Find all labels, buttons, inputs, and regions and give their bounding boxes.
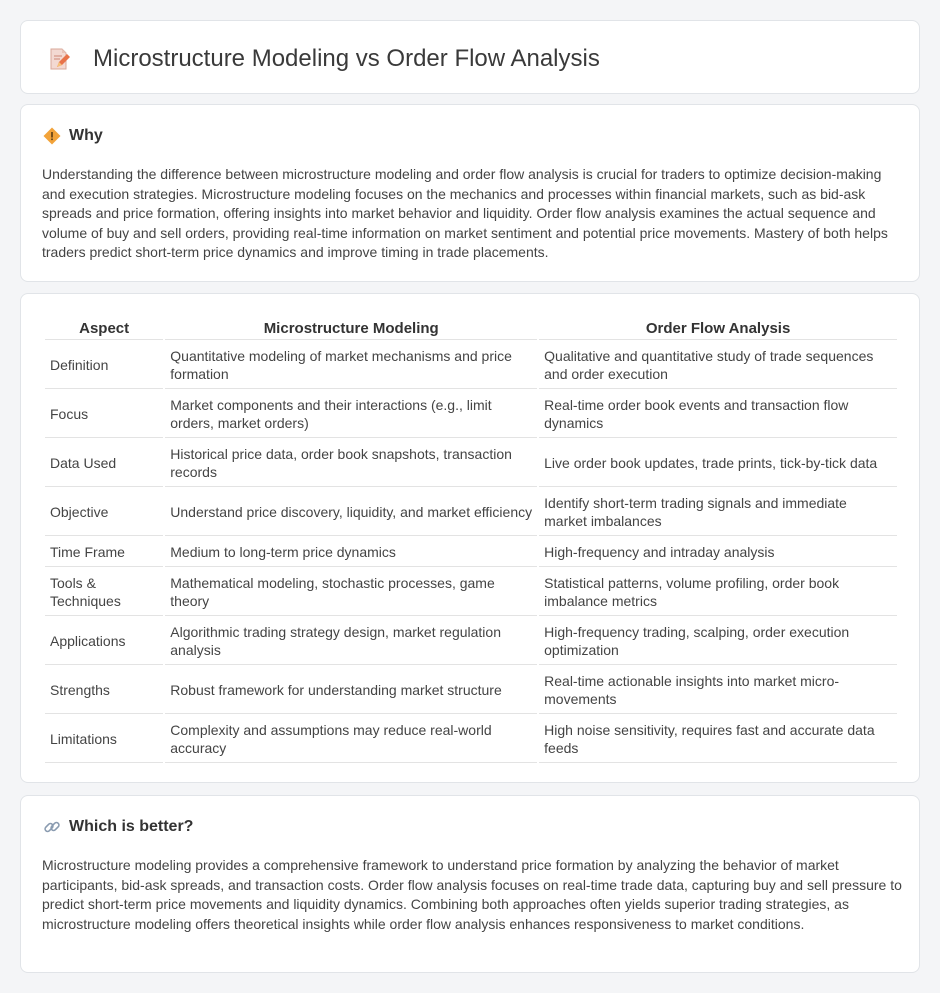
microstructure-cell: Mathematical modeling, stochastic processes, game theory	[165, 569, 537, 616]
aspect-cell: Focus	[45, 391, 163, 438]
why-text: Understanding the difference between microstructure modeling and order flow analysis is crucial for traders to optimize decision-making and execution strategies. Microstructure modeling focuses on the mechanics and processes within financial markets, such as bid-ask spreads and price formation, offering insights into market behavior and liquidity. Order flow analysis examines the actual sequence and volume of buy and sell orders, providing real-time information on market sentiment and potential price movements. Mastery of both helps traders predict short-term price dynamics and improve timing in trade placements.	[42, 166, 888, 261]
page-title: Microstructure Modeling vs Order Flow Analysis	[93, 45, 600, 72]
table-row	[45, 667, 897, 714]
aspect-cell: Definition	[45, 342, 163, 389]
aspect-cell: Tools & Techniques	[45, 569, 163, 616]
order-flow-cell: High-frequency and intraday analysis	[539, 538, 897, 567]
order-flow-cell: Statistical patterns, volume profiling, order book imbalance metrics	[539, 569, 897, 616]
comparison-table	[43, 314, 899, 765]
order-flow-cell: High-frequency trading, scalping, order execution optimization	[539, 618, 897, 665]
order-flow-cell: Qualitative and quantitative study of trade sequences and order execution	[539, 342, 897, 389]
order-flow-cell: Identify short-term trading signals and immediate market imbalances	[539, 489, 897, 536]
order-flow-cell: Live order book updates, trade prints, tick-by-tick data	[539, 440, 897, 487]
why-heading: Why	[69, 127, 103, 144]
table-row	[45, 391, 897, 438]
table-row	[45, 618, 897, 665]
table-row	[45, 569, 897, 616]
better-text: Microstructure modeling provides a comprehensive framework to understand price formation by analyzing the behavior of market participants, bid-ask spreads, and transaction costs. Order flow analysis focuses on real-time trade data, capturing buy and sell pressure to predict short-term price movements and liquidity dynamics. Combining both approaches often yields superior trading strategies, as microstructure modeling offers theoretical insights while order flow analysis enhances responsiveness to market conditions.	[42, 857, 902, 932]
microstructure-cell: Robust framework for understanding market structure	[165, 667, 537, 714]
aspect-cell: Applications	[45, 618, 163, 665]
order-flow-cell: Real-time actionable insights into market micro-movements	[539, 667, 897, 714]
why-heading-row	[43, 127, 103, 145]
diamond-warning-icon	[43, 127, 61, 145]
microstructure-cell: Medium to long-term price dynamics	[165, 538, 537, 567]
table-header-row	[45, 316, 897, 340]
order-flow-cell: High noise sensitivity, requires fast and accurate data feeds	[539, 716, 897, 763]
comparison-section	[20, 293, 920, 783]
header-microstructure: Microstructure Modeling	[165, 316, 537, 340]
table-row	[45, 489, 897, 536]
why-section	[20, 104, 920, 282]
table-row	[45, 716, 897, 763]
better-heading: Which is better?	[69, 818, 194, 835]
table-row	[45, 440, 897, 487]
microstructure-cell: Historical price data, order book snapshots, transaction records	[165, 440, 537, 487]
aspect-cell: Strengths	[45, 667, 163, 714]
pencil-document-icon	[47, 47, 71, 71]
which-is-better-section	[20, 795, 920, 973]
title-row	[47, 45, 600, 73]
order-flow-cell: Real-time order book events and transaction flow dynamics	[539, 391, 897, 438]
aspect-cell: Time Frame	[45, 538, 163, 567]
microstructure-cell: Market components and their interactions (e.g., limit orders, market orders)	[165, 391, 537, 438]
header-order-flow: Order Flow Analysis	[539, 316, 897, 340]
aspect-cell: Limitations	[45, 716, 163, 763]
header-aspect: Aspect	[45, 316, 163, 340]
title-card	[20, 20, 920, 94]
table-row	[45, 538, 897, 567]
microstructure-cell: Algorithmic trading strategy design, market regulation analysis	[165, 618, 537, 665]
aspect-cell: Objective	[45, 489, 163, 536]
better-heading-row	[43, 818, 193, 836]
microstructure-cell: Quantitative modeling of market mechanisms and price formation	[165, 342, 537, 389]
microstructure-cell: Complexity and assumptions may reduce real-world accuracy	[165, 716, 537, 763]
table-row	[45, 342, 897, 389]
microstructure-cell: Understand price discovery, liquidity, and market efficiency	[165, 489, 537, 536]
link-icon	[43, 818, 61, 836]
aspect-cell: Data Used	[45, 440, 163, 487]
